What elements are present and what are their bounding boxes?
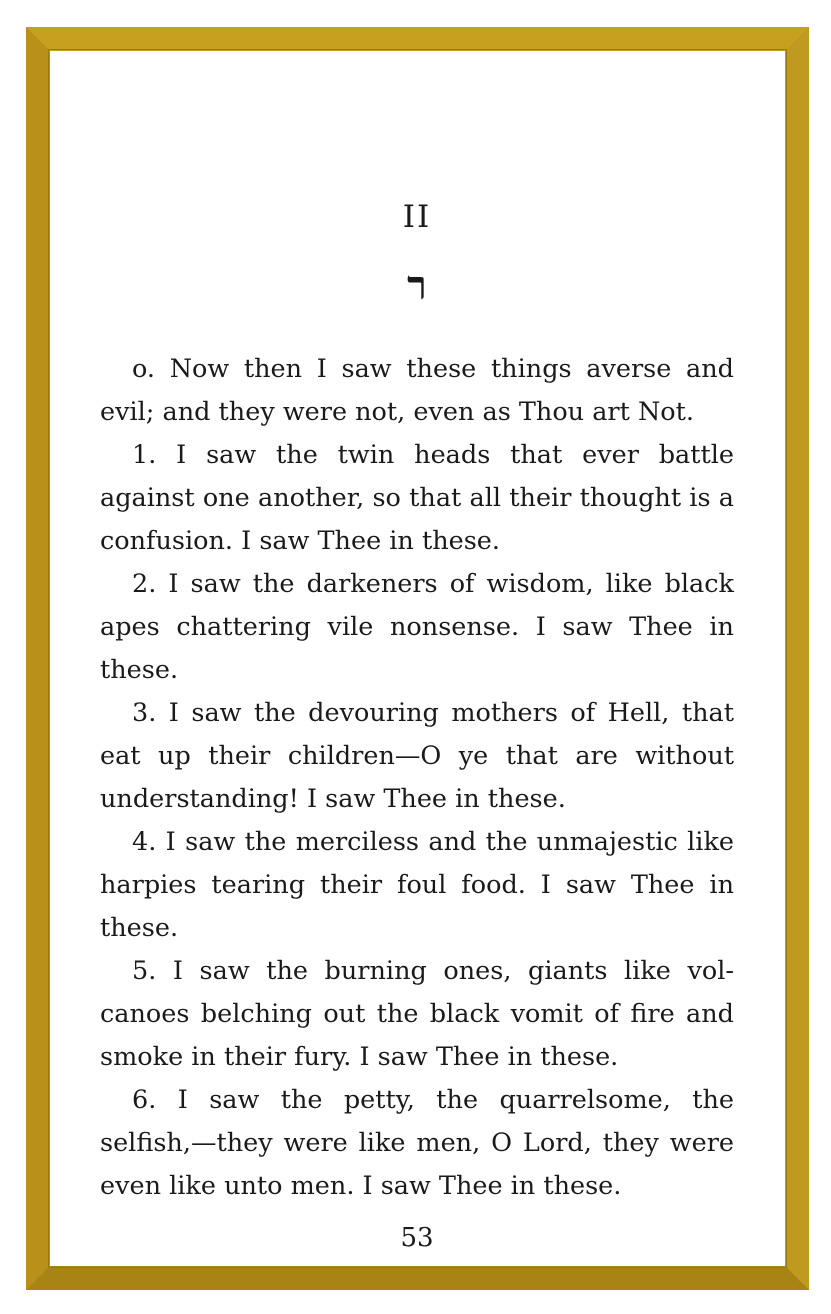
verse-3: 3. I saw the devouring mothers of Hell, that eat up their children—O ye that are without understanding! I saw Thee in these. xyxy=(100,698,734,814)
hebrew-letter: ר xyxy=(407,262,427,309)
verse-list xyxy=(100,348,734,1208)
verse-2: 2. I saw the darkeners of wisdom, like black apes chattering vile nonsense. I saw Thee in these. xyxy=(100,569,734,685)
verse-0: o. Now then I saw these things averse and evil; and they were not, even as Thou art Not. xyxy=(100,354,734,427)
verse-6: 6. I saw the petty, the quarrelsome, the selfish,—they were like men, O Lord, they were even like unto men. I saw Thee in these. xyxy=(100,1085,734,1201)
verse-4: 4. I saw the merciless and the unmajestic like harpies tearing their foul food. I saw Thee in these. xyxy=(100,827,734,943)
page-number: 53 xyxy=(400,1223,434,1253)
verse-1: 1. I saw the twin heads that ever battle against one another, so that all their thought is a confusion. I saw Thee in these. xyxy=(100,440,734,556)
verse-5: 5. I saw the burning ones, giants like volcanoes belching out the black vomit of fire and smoke in their fury. I saw Thee in these. xyxy=(100,956,734,1072)
chapter-number: II xyxy=(402,199,432,235)
